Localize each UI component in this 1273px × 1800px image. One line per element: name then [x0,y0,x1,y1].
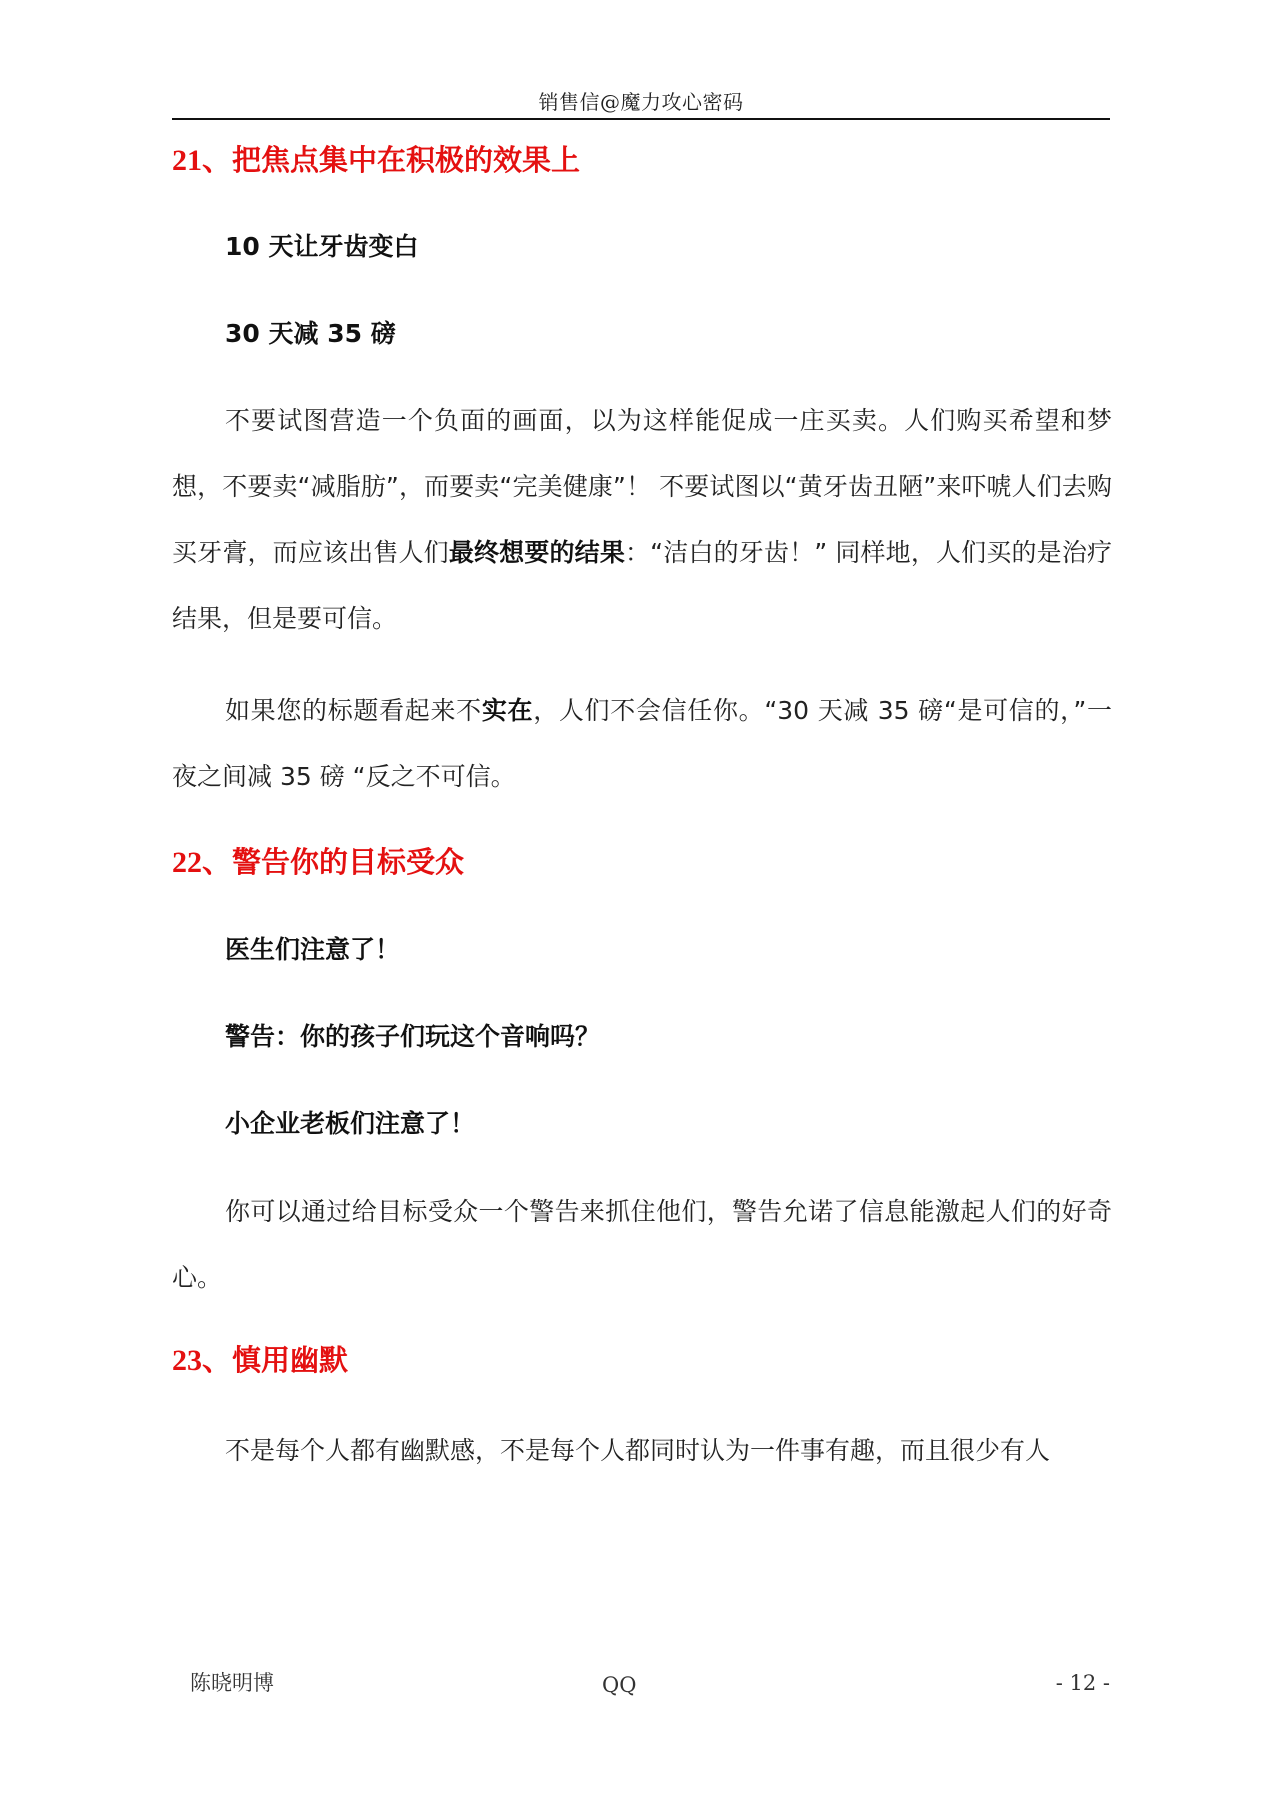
example-line: 30 天减 35 磅 [225,319,396,348]
footer-author: 陈晓明博 [190,1671,274,1695]
section-title-text: 警告你的目标受众 [232,845,465,879]
section-number: 22、 [172,846,232,879]
page-footer [172,1668,1110,1708]
body-paragraph [172,1418,1112,1484]
page-content [172,140,1112,1484]
footer-qq: QQ [602,1673,637,1697]
section-title-23 [172,1340,1112,1381]
section-number: 21、 [172,144,232,177]
section-title-text: 把焦点集中在积极的效果上 [232,143,581,177]
text-run: 你可以通过给目标受众一个警告来抓住他们，警告允诺了信息能激起人们的好奇心。 [172,1197,1112,1292]
text-run: 不要试图营造一个负面的画面，以为这样能促成一庄买卖。人们购买希望和梦想，不要卖“减脂肪”，而要卖“完美健康”！ 不要试图以“黄牙齿丑陋”来吓唬人们去购买牙膏，而应该出售人们 [172,406,1112,567]
text-run: ，人们不会信任你。“30 天减 35 磅“是可信的，”一夜之间减 35 磅 “反之不可信。 [172,696,1112,791]
emphasis-text: 实在 [481,696,534,725]
page-number: - 12 - [1055,1671,1110,1695]
emphasis-text: 最终想要的结果 [448,538,625,567]
text-run: 不是每个人都有幽默感，不是每个人都同时认为一件事有趣，而且很少有人 [225,1436,1051,1465]
section-title-text: 慎用幽默 [232,1343,349,1377]
text-run: ：“洁白的牙齿！” 同样地，人们买的是治疗结果，但是要可信。 [172,538,1112,633]
section-title-22 [172,842,1112,883]
text-run: 如果您的标题看起来不 [225,696,482,725]
example-line: 医生们注意了！ [225,935,401,964]
body-paragraph [172,388,1112,652]
section-title-21 [172,140,1112,181]
body-paragraph [172,1179,1112,1311]
header-rule [172,118,1110,120]
header-title: 销售信@魔力攻心密码 [538,90,744,114]
example-line: 10 天让牙齿变白 [225,232,419,261]
body-paragraph [172,678,1112,810]
example-line: 小企业老板们注意了！ [225,1109,476,1138]
section-number: 23、 [172,1344,232,1377]
example-line: 警告：你的孩子们玩这个音响吗？ [225,1022,601,1051]
page-header [172,88,1110,124]
